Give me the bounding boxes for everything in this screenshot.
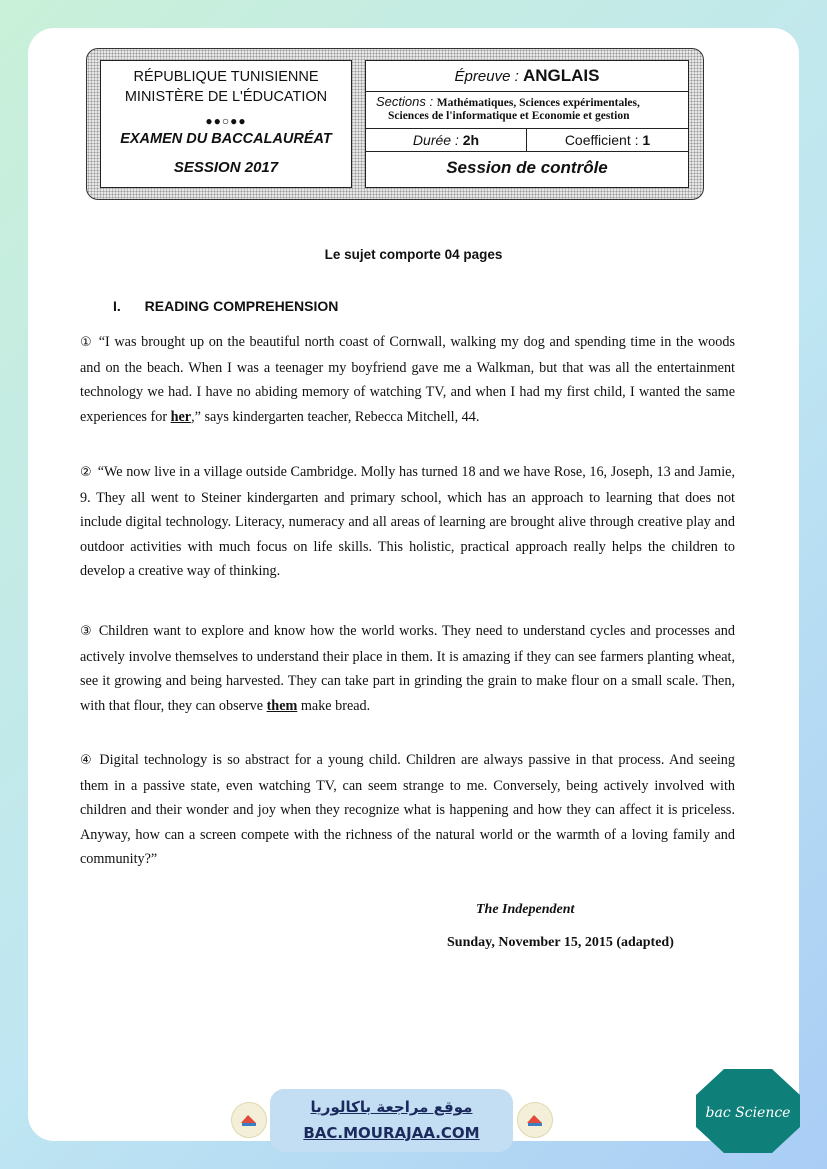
- source-date: Sunday, November 15, 2015 (adapted): [447, 935, 674, 950]
- source-publication: The Independent: [476, 902, 575, 917]
- section-number: I.: [113, 298, 121, 314]
- duree-cell: [366, 129, 527, 151]
- paragraph-marker: ①: [80, 335, 93, 350]
- coef-value: 1: [642, 132, 651, 148]
- header-dots: ●●○●●: [205, 114, 247, 128]
- paragraph-text: ,” says kindergarten teacher, Rebecca Mitchell, 44.: [191, 408, 480, 425]
- site-url[interactable]: BAC.MOURAJAA.COM: [303, 1124, 480, 1142]
- session-type: Session de contrôle: [446, 158, 608, 177]
- sections-label: Sections :: [376, 94, 434, 109]
- paragraph-2: [80, 460, 735, 584]
- epreuve-value: ANGLAIS: [522, 66, 600, 85]
- session-type-row: [366, 152, 688, 187]
- header-right-box: [365, 60, 689, 188]
- sections-line2: Sciences de l'informatique et Economie et gestion: [388, 110, 630, 122]
- sections-line1: Mathématiques, Sciences expérimentales,: [436, 97, 640, 109]
- emphasized-word: her: [170, 408, 192, 425]
- paragraph-marker: ③: [80, 624, 93, 639]
- site-name-arabic[interactable]: موقع مراجعة باكالوريا: [310, 1098, 473, 1116]
- paragraph-text: Digital technology is so abstract for a young child. Children are always passive in that process. And seeing them in a passive state, even watching TV, can seem strange to me. Conversely, being actively involved with children and their wonder and joy when they recognize what is happening and how they can affect it is priceless. Anyway, how can a screen compete with the richness of the natural world or the warmth of a loving family and community?”: [80, 752, 735, 867]
- badge-text: bac Science: [705, 1105, 791, 1121]
- bac-science-badge: [694, 1067, 802, 1155]
- paragraph-4: [80, 748, 735, 872]
- sections-row: [366, 92, 688, 129]
- duree-value: 2h: [462, 132, 480, 148]
- paragraph-marker: ④: [80, 753, 94, 768]
- country-name: RÉPUBLIQUE TUNISIENNE: [133, 69, 319, 85]
- paragraph-text: “We now live in a village outside Cambridge. Molly has turned 18 and we have Rose, 16, Joseph, 13 and Jamie, 9. They all went to Steiner kindergarten and primary school, which has an approach to learning that does not include digital technology. Literacy, numeracy and all areas of learning are brought alive through creative play and outdoor activities with much focus on life skills. This holistic, practical approach really helps the children to develop a creative way of thinking.: [80, 464, 736, 579]
- paragraph-text: make bread.: [297, 697, 371, 714]
- section-title: READING COMPREHENSION: [144, 298, 339, 314]
- section-heading: [113, 298, 338, 314]
- paragraph-text: “I was brought up on the beautiful north coast of Cornwall, walking my dog and spending time in the woods and on the beach. When I was a teenager my boyfriend gave me a Walkman, but that was all the entertainment technology we had. I have no abiding memory of watching TV, and when I had my first child, I wanted the same experiences for: [80, 334, 735, 425]
- pages-note: Le sujet comporte 04 pages: [324, 247, 503, 262]
- site-link[interactable]: [270, 1089, 513, 1152]
- coef-cell: [527, 129, 688, 151]
- paragraph-1: [80, 330, 735, 429]
- session-year: SESSION 2017: [173, 159, 279, 176]
- duree-label: Durée :: [412, 132, 459, 148]
- epreuve-row: [366, 61, 688, 92]
- exam-title: EXAMEN DU BACCALAURÉAT: [120, 131, 332, 147]
- coef-label: Coefficient :: [564, 132, 639, 148]
- epreuve-label: Épreuve :: [454, 68, 519, 85]
- emphasized-word: them: [266, 697, 298, 714]
- site-logo-icon: [517, 1102, 553, 1138]
- site-logo-icon: [231, 1102, 267, 1138]
- duree-row: [366, 129, 688, 152]
- paragraph-3: [80, 619, 735, 718]
- ministry-name: MINISTÈRE DE L'ÉDUCATION: [124, 89, 328, 105]
- header-left-box: [100, 60, 352, 188]
- paragraph-marker: ②: [80, 465, 92, 480]
- paragraph-text: Children want to explore and know how the world works. They need to understand cycles and processes and actively involve themselves to understand their place in them. It is amazing if they can see farmers planting wheat, see it growing and being harvested. They can take part in grinding the grain to make flour on a small scale. Then, with that flour, they can observe: [80, 623, 735, 714]
